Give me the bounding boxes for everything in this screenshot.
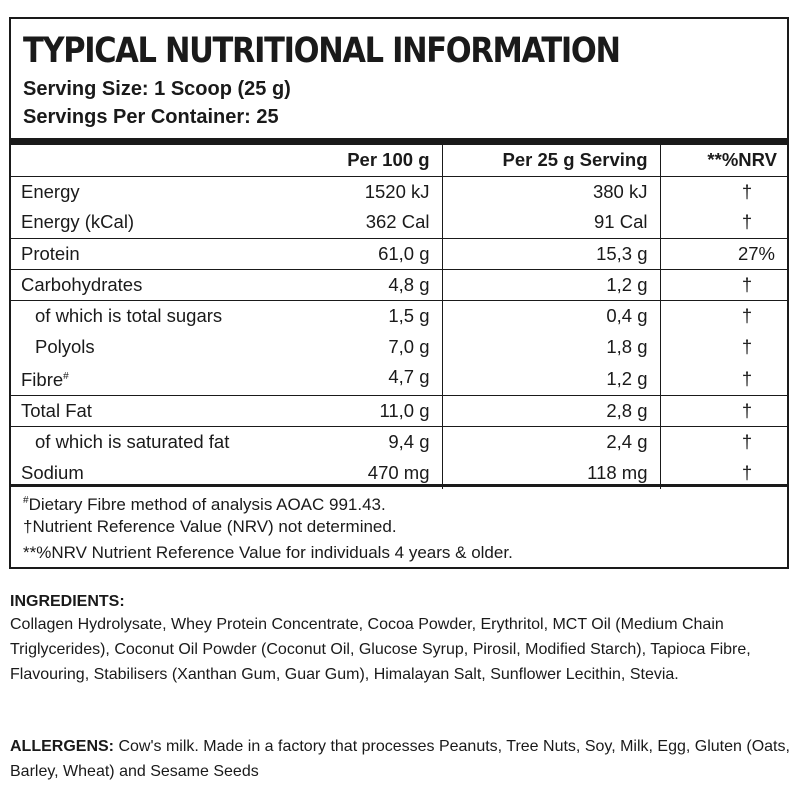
nrv-value-text: † xyxy=(741,400,753,421)
per-serving-value: 380 kJ xyxy=(442,176,660,207)
nutrient-cell xyxy=(11,176,442,207)
nutrient-name: Polyols xyxy=(35,335,95,357)
nutrient-cell xyxy=(11,238,442,269)
nrv-value-text: † xyxy=(741,462,753,483)
table-row xyxy=(11,362,787,396)
per-100g-value: 4,7 g xyxy=(388,366,430,387)
nrv-value-text: † xyxy=(741,180,753,202)
nutrient-name: Fibre xyxy=(21,369,64,390)
servings-per-container: Servings Per Container: 25 xyxy=(23,106,279,128)
per-serving-value: 2,4 g xyxy=(442,427,660,458)
per-100g-value: 362 Cal xyxy=(365,211,430,233)
per-serving-value: 1,2 g xyxy=(442,362,660,396)
ingredients-text: Collagen Hydrolysate, Whey Protein Concentrate, Cocoa Powder, Erythritol, MCT Oil (Medium Chain Triglycerides), Coconut Oil Powder (Coconut Oil, Glucose Syrup, Pirosil, Modified Starch), Tapioca Fibre, Flavouring, Stabilisers (Xanthan Gum, Guar Gum), Himalayan Salt, Sunflower Lecithin, Stevia. xyxy=(10,616,751,683)
nrv-value xyxy=(660,269,787,300)
nutrition-table xyxy=(11,145,787,489)
nutrient-cell xyxy=(11,207,442,238)
per-100g-value: 7,0 g xyxy=(388,335,430,357)
thick-divider xyxy=(11,138,787,145)
allergens-text: Cow's milk. Made in a factory that processes Peanuts, Tree Nuts, Soy, Milk, Egg, Gluten (Oats, Barley, Wheat) and Sesame Seeds xyxy=(10,738,790,780)
nutrient-cell xyxy=(11,300,442,331)
nutrient-cell xyxy=(11,269,442,300)
per-serving-value: 1,8 g xyxy=(442,331,660,362)
nutrient-name: of which is saturated fat xyxy=(35,431,230,453)
nutrient-name: Total Fat xyxy=(21,400,92,421)
footnote-fibre: #Dietary Fibre method of analysis AOAC 991.43. xyxy=(23,495,386,514)
nrv-value xyxy=(660,396,787,427)
footnote-nrv-definition: **%NRV Nutrient Reference Value for individuals 4 years & older. xyxy=(23,543,513,562)
nrv-value-text: † xyxy=(741,273,753,295)
per-100g-value: 1520 kJ xyxy=(364,180,430,202)
per-100g-value: 9,4 g xyxy=(388,431,430,453)
nrv-value-text: † xyxy=(741,304,753,326)
nutrient-cell xyxy=(11,427,442,458)
nrv-value xyxy=(660,238,787,269)
nutrient-cell xyxy=(11,362,442,396)
nrv-value xyxy=(660,207,787,238)
per-100g-value: 470 mg xyxy=(367,462,430,483)
per-serving-value: 118 mg xyxy=(442,458,660,489)
nutrient-name: Energy xyxy=(21,180,80,202)
per-serving-value: 15,3 g xyxy=(442,238,660,269)
table-row xyxy=(11,176,787,207)
nrv-value xyxy=(660,427,787,458)
nutrient-name: Protein xyxy=(21,242,80,264)
nrv-value-text: † xyxy=(741,367,753,389)
allergens-heading: ALLERGENS: xyxy=(10,738,114,755)
nrv-value-text: † xyxy=(741,431,753,453)
table-body xyxy=(11,176,787,489)
nrv-value xyxy=(660,300,787,331)
serving-size: Serving Size: 1 Scoop (25 g) xyxy=(23,78,291,100)
table-row xyxy=(11,269,787,300)
per-serving-value: 1,2 g xyxy=(442,269,660,300)
per-100g-value: 1,5 g xyxy=(388,304,430,326)
per-100g-value: 4,8 g xyxy=(388,273,430,295)
nutrient-name: Carbohydrates xyxy=(21,273,143,295)
table-row xyxy=(11,427,787,458)
table-row xyxy=(11,300,787,331)
nrv-value-text: † xyxy=(741,211,753,233)
nrv-value xyxy=(660,176,787,207)
header-per25: Per 25 g Serving xyxy=(442,145,660,176)
fibre-footnote-mark: # xyxy=(63,371,69,382)
per-100g-value: 11,0 g xyxy=(379,400,430,421)
per-serving-value: 2,8 g xyxy=(442,396,660,427)
nrv-value-text: 27% xyxy=(737,242,775,264)
nutrient-cell xyxy=(11,331,442,362)
nrv-value xyxy=(660,331,787,362)
per-serving-value: 91 Cal xyxy=(442,207,660,238)
table-header-row xyxy=(11,145,787,176)
per-serving-value: 0,4 g xyxy=(442,300,660,331)
nutrient-name: Energy (kCal) xyxy=(21,211,135,233)
header-per100: Per 100 g xyxy=(11,145,442,176)
table-row xyxy=(11,396,787,427)
nrv-value xyxy=(660,362,787,396)
header-nrv: **%NRV xyxy=(660,145,787,176)
footnote-divider xyxy=(11,484,787,487)
table-row xyxy=(11,238,787,269)
table-row xyxy=(11,207,787,238)
per-100g-value: 61,0 g xyxy=(378,242,430,264)
nrv-value-text: † xyxy=(741,335,753,357)
nutrient-cell xyxy=(11,396,442,427)
footnote-nrv: †Nutrient Reference Value (NRV) not determined. xyxy=(23,517,397,536)
nutrient-name: Sodium xyxy=(21,462,84,483)
nutrition-panel xyxy=(9,17,789,569)
panel-title: TYPICAL NUTRITIONAL INFORMATION xyxy=(23,31,620,71)
ingredients-heading: INGREDIENTS: xyxy=(10,593,125,610)
allergens-block xyxy=(10,735,790,784)
table-row xyxy=(11,331,787,362)
nutrient-name: of which is total sugars xyxy=(35,304,223,326)
